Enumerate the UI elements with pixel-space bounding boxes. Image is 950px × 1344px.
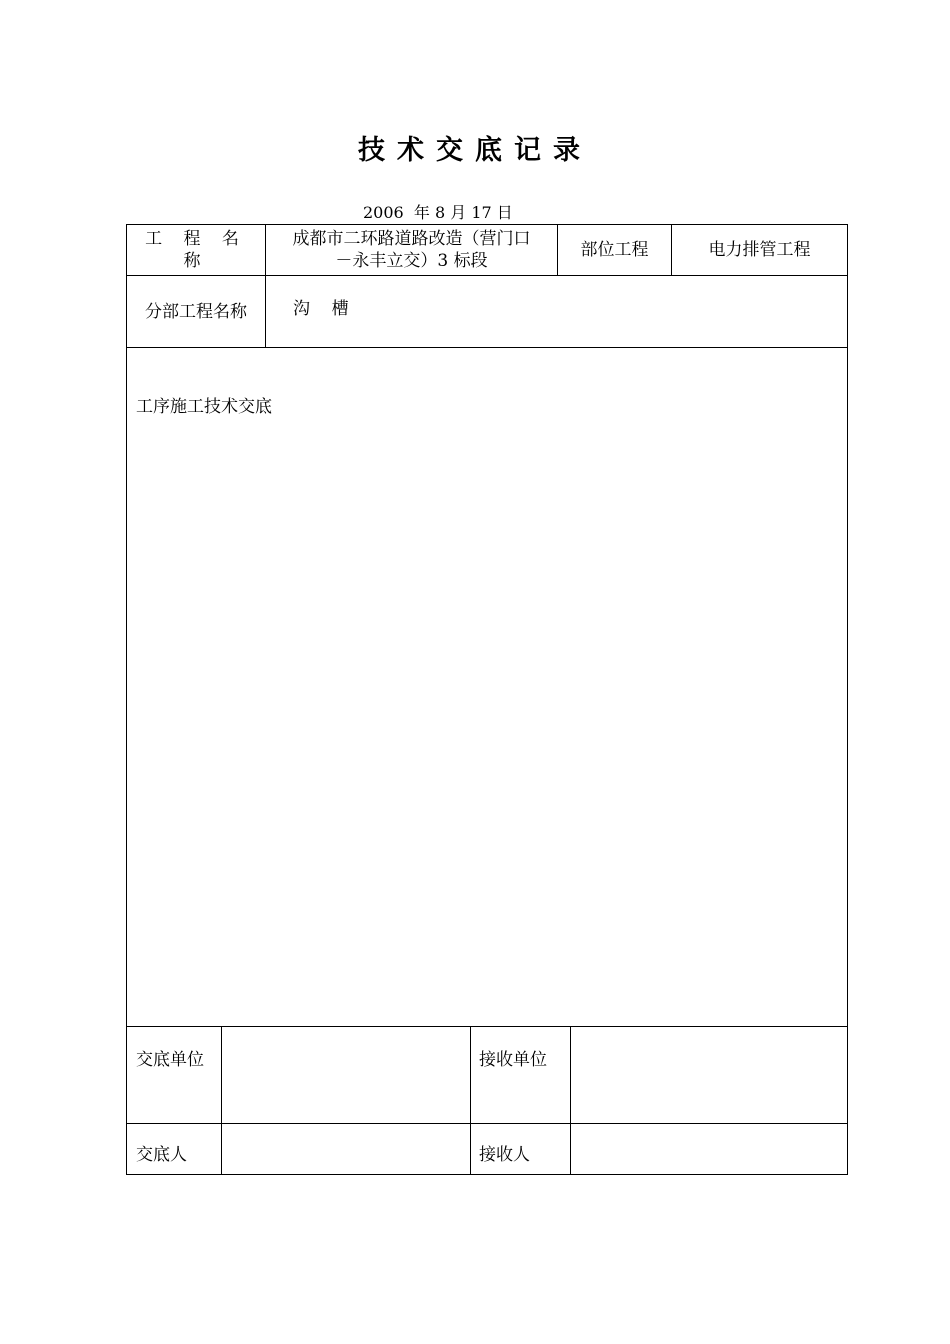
disclosure-table bbox=[126, 224, 848, 1175]
sub-project-value bbox=[266, 276, 848, 348]
project-name-line2: －永丰立交）3 标段 bbox=[335, 251, 488, 271]
receiver-label bbox=[471, 1124, 571, 1175]
project-name-value bbox=[266, 225, 558, 276]
sub-project-value-text: 沟 槽 bbox=[293, 299, 349, 319]
receiver-value bbox=[571, 1124, 848, 1175]
part-label bbox=[558, 225, 672, 276]
document-title: 技术交底记录 bbox=[358, 135, 592, 166]
sub-project-label-text: 分部工程名称 bbox=[145, 301, 247, 322]
receiving-unit-label bbox=[471, 1027, 571, 1124]
issuing-unit-label bbox=[127, 1027, 222, 1124]
issuer-label bbox=[127, 1124, 222, 1175]
part-value-text: 电力排管工程 bbox=[708, 240, 811, 260]
procedure-section bbox=[127, 348, 848, 1027]
issuer-value bbox=[222, 1124, 471, 1175]
receiver-label-text: 接收人 bbox=[479, 1145, 530, 1165]
project-name-label bbox=[127, 225, 266, 276]
receiving-unit-value bbox=[571, 1027, 848, 1124]
document-date: 2006 年 8 月 17 日 bbox=[363, 203, 513, 222]
sub-project-label bbox=[127, 276, 266, 348]
issuer-label-text: 交底人 bbox=[136, 1145, 187, 1165]
issuing-unit-value bbox=[222, 1027, 471, 1124]
part-value bbox=[672, 225, 848, 276]
issuing-unit-label-text: 交底单位 bbox=[136, 1050, 204, 1070]
receiving-unit-label-text: 接收单位 bbox=[479, 1050, 547, 1070]
procedure-label: 工序施工技术交底 bbox=[136, 397, 272, 417]
part-label-text: 部位工程 bbox=[580, 240, 649, 260]
project-name-line1: 成都市二环路道路改造（营门口 bbox=[292, 229, 531, 249]
project-name-label-text: 工 程 名 称 bbox=[145, 229, 247, 271]
